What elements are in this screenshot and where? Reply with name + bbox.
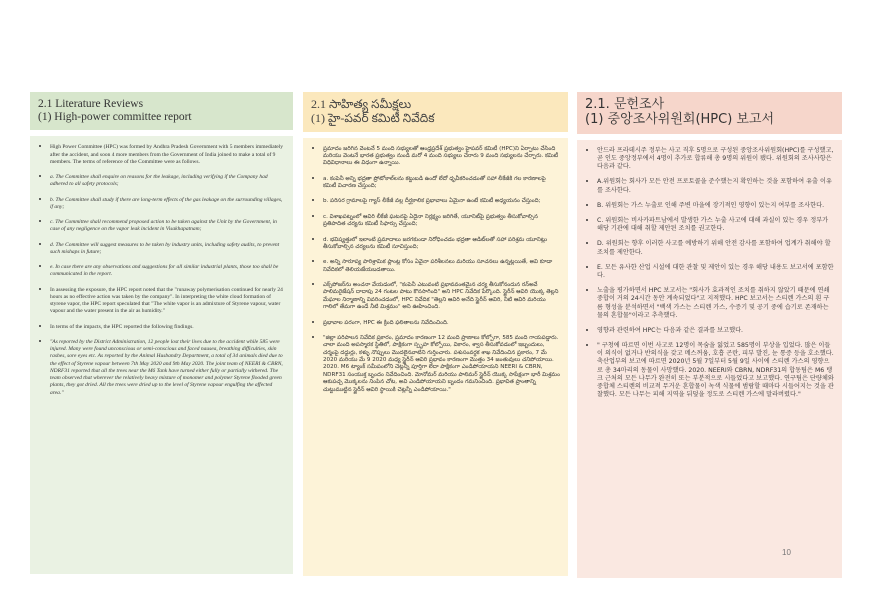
list-item: • b. The Committee shall study if there are long-term effects of the gas leakage on the surrounding villages, if any; bbox=[50, 195, 285, 212]
list-item: • E. 모든 유사한 산업 시설에 대한 관찰 및 제안이 있는 경우 해당 내용도 보고서에 포함한다. bbox=[597, 263, 834, 280]
english-body bbox=[30, 136, 293, 574]
list-item: • " 구청에 따르면 이번 사고로 12명이 목숨을 잃었고 585명이 부상을 입었다. 많은 이들이 의식이 없거나 반의식을 갖고 메스꺼움, 호흡 곤란, 피부 발진, 눈 통증 등을 호소했다. 축산업부의 보고에 따르면 2020년 5월 7일부터 5월 9일 사이에 스티렌 가스의 영향으로 총 34마리의 동물이 사망했다. 2020. NEERI와 CBRN, NDRF31의 합동팀은 M6 탱크 근처의 모든 나무가 완전히 또는 부분적으로 시들었다고 보고했다. 연구팀은 단량체와 중합체 스티렌의 비교적 무거운 혼합물이 녹색 식물에 범람할 때마다 시들어지는 것을 관찰했다. 모든 나무는 피해 지역을 뒤덮을 정도로 스티렌 가스에 말라버렸다." bbox=[597, 341, 834, 399]
list-item: • e. అన్ని సారూప్య పారిశ్రామిక ప్లాంట్ల కోసం ఏవైనా పరిశీలనలు మరియు సూచనలు ఉన్నట్లయితే, అవి కూడా నివేదికలో తెలియజేయబడతాయి. bbox=[323, 257, 560, 274]
list-item: • ప్రభావాల పరంగా, HPC ఈ క్రింది ఫలితాలను నివేదించింది. bbox=[323, 318, 560, 327]
korean-header bbox=[577, 92, 842, 134]
list-item: • ఎక్స్‌పోజర్‌ను అంచనా వేయడంలో, "కంపెనీ ఎటువంటి ప్రభావవంతమైన చర్య తీసుకోనందున రన్‌అవే పాలిమరైజేషన్ దాదాపు 24 గంటల పాటు కొనసాగింది" అని HPC నివేదిక పేర్కొంది. స్టైరీన్ ఆవిరి యొక్క తెల్లని మేఘాల నిర్మాణాన్ని వివరించడంలో, HPC నివేదిక "తెల్లని ఆవిరి అనేది స్టైరీన్ ఆవిరి, నీటి ఆవిరి మరియు గాలిలో తేమగా ఉండే నీటి మిశ్రమం" అని ఊహించింది. bbox=[323, 280, 560, 312]
list-item: • In terms of the impacts, the HPC reported the following findings. bbox=[50, 322, 285, 331]
english-list bbox=[38, 142, 285, 397]
telugu-body bbox=[303, 138, 568, 576]
list-item: • 노출을 평가하면서 HPC 보고서는 "회사가 효과적인 조치를 취하지 않았기 때문에 연쇄 중합이 거의 24시간 동안 계속되었다"고 지적했다. HPC 보고서는 스티렌 가스의 흰 구름 형성을 분석하면서 "백색 가스는 스티렌 가스, 수증기 및 공기 중에 습기로 존재하는 물의 혼합물"이라고 추측했다. bbox=[597, 286, 834, 320]
list-item: • 영향과 관련하여 HPC는 다음과 같은 결과를 보고했다. bbox=[597, 326, 834, 335]
telugu-section-title: 2.1 సాహిత్య సమీక్షలు bbox=[311, 97, 412, 111]
telugu-column bbox=[303, 92, 568, 576]
list-item: • A.위원회는 회사가 모든 안전 프로토콜을 준수했는지 확인하는 것을 포함하여 유출 이유를 조사한다. bbox=[597, 177, 834, 194]
list-item: • b. పరిసర గ్రామాలపై గ్యాస్ లీకేజీ వల్ల దీర్ఘకాలిక ప్రభావాలు ఏమైనా ఉంటే కమిటీ అధ్యయనం చేస్తుంది; bbox=[323, 196, 560, 205]
telugu-list bbox=[311, 144, 560, 394]
telugu-header bbox=[303, 92, 568, 132]
page-number: 10 bbox=[782, 548, 791, 557]
list-item: • d. భవిష్యత్తులో ఇలాంటి ప్రమాదాలు జరగకుండా నిరోధించడం భద్రతా ఆడిట్‌లతో సహా పరిశ్రమ యూనిట్లు తీసుకోవాల్సిన చర్యలను కమిటీ సూచిస్తుంది; bbox=[323, 235, 560, 252]
korean-body bbox=[577, 140, 842, 578]
english-section-title: 2.1 Literature Reviews bbox=[38, 98, 144, 110]
list-item: • B. 위원회는 가스 누출로 인해 주변 마을에 장기적인 영향이 있는지 여부를 조사한다. bbox=[597, 201, 834, 210]
list-item: • In assessing the exposure, the HPC report noted that the "runaway polymerisation continued for nearly 24 hours as no effective action was taken by the company". In interpreting the white cloud formation of styrene vapor, the HPC report speculated that "The white vapor is an admixture of Styrene vapour, water vapour and the water present in the air as humidity." bbox=[50, 285, 285, 316]
list-item: • "As reported by the District Administration, 12 people lost their lives due to the accident while 585 were injured. Many were found unconscious or semi-conscious and faced nausea, breathing difficulties, skin rashes, sore eyes etc. As reported by the Animal Husbandry Department, a total of 34 animals died due to the effect of Styrene vapour between 7th May 2020 and 9th May 2020. The joint team of NEERI & CBRN, NDRF31 reported that all the trees near the M6 Tank have turned either fully or partially withered. The team observed that wherever the relatively heavy mixture of monomer and polymer Styrene flooded green plants, they got dried. All the trees were dried up to the level of Styrene vapour engulfing the affected area." bbox=[50, 337, 285, 397]
list-item: • a. The Committee shall enquire on reasons for the leakage, including verifying if the Company had adhered to all safety protocols; bbox=[50, 172, 285, 189]
list-item: • High Power Committee (HPC) was formed by Andhra Pradesh Government with 5 members immediately after the accident, and soon 4 more members from the Government of India joined to make a total of 9 members. The terms of reference of the Committee were as follows. bbox=[50, 142, 285, 166]
list-item: • "జిల్లా పరిపాలన నివేదిక ప్రకారం, ప్రమాదం కారణంగా 12 మంది ప్రాణాలు కోల్పోగా, 585 మంది గాయపడ్డారు. చాలా మంది అపస్మారక స్థితిలో, పాక్షికంగా స్పృహ కోల్పోయి, వికారం, శ్వాస తీసుకోవడంలో ఇబ్బందులు, చర్మంపై దద్దుర్లు, కళ్ళు నొప్పులు మొదలైనవాటిని గుర్తించారు. పశుసంవర్ధక శాఖ నివేదించిన ప్రకారం, 7 మే 2020 మరియు మే 9 2020 మధ్య స్టైరీన్ ఆవిరి ప్రభావం కారణంగా మొత్తం 34 జంతువులు చనిపోయాయి. 2020. M6 ట్యాంక్ సమీపంలోని చెట్లన్నీ పూర్తిగా లేదా పాక్షికంగా ఎండిపోయాయని NEERI & CBRN, NDRF31 సంయుక్త బృందం నివేదించింది. మోనోమర్ మరియు పాలిమర్ స్టైరీన్ యొక్క సాపేక్షంగా భారీ మిశ్రమం ఆకుపచ్చ మొక్కలను నింపిన చోట, అవి ఎండిపోయాయని బృందం గమనించింది. ప్రభావిత ప్రాంతాన్ని చుట్టుముట్టిన స్టైరీన్ ఆవిరి స్థాయికి చెట్లన్నీ ఎండిపోయాయి." bbox=[323, 333, 560, 394]
korean-section-title: 2.1. 문헌조사 bbox=[585, 97, 665, 112]
list-item: • e. In case there are any observations and suggestions for all similar industrial plants, those too shall be communicated in the report. bbox=[50, 262, 285, 279]
korean-column bbox=[577, 92, 842, 578]
korean-subtitle: (1) 중앙조사위원회(HPC) 보고서 bbox=[585, 111, 775, 127]
list-item: • d. The Committee will suggest measures to be taken by industry units, including safety audits, to prevent such mishaps in future; bbox=[50, 240, 285, 257]
korean-list bbox=[585, 146, 834, 400]
english-column bbox=[30, 92, 293, 574]
list-item: • D. 위원회는 향후 이러한 사고를 예방하기 위해 안전 감사를 포함하여 업계가 취해야 할 조치를 제안한다. bbox=[597, 239, 834, 256]
telugu-subtitle: (1) హై-పవర్ కమిటీ నివేదిక bbox=[311, 110, 435, 125]
list-item: • c. The Committee shall recommend proposed action to be taken against the Unit by the Government, in case of any negligence on the vapor leak incident in Visakhapatnam; bbox=[50, 217, 285, 234]
english-header bbox=[30, 92, 293, 130]
list-item: • c. విశాఖపట్నంలో ఆవిరి లీకేజీ ఘటనపై ఏదైనా నిర్లక్ష్యం జరిగితే, యూనిట్‌పై ప్రభుత్వం తీసుకోవాల్సిన ప్రతిపాదిత చర్యను కమిటీ సిఫార్సు చేస్తుంది; bbox=[323, 212, 560, 229]
list-item: • a. కంపెనీ అన్ని భద్రతా ప్రోటోకాల్‌లను కట్టుబడి ఉందో లేదో ధృవీకరించడంతో సహా లీకేజీకి గల కారణాలపై కమిటీ విచారణ చేస్తుంది; bbox=[323, 174, 560, 191]
list-item: • ప్రమాదం జరిగిన వెంటనే 5 మంది సభ్యులతో ఆంధ్రప్రదేశ్ ప్రభుత్వం హైపవర్ కమిటీ (HPC)ని ఏర్పాటు చేసింది మరియు వెంటనే భారత ప్రభుత్వం నుండి మరో 4 మంది సభ్యులు చేరారు 9 మంది సభ్యులను చేర్చారు. కమిటీ విధివిధానాలు ఈ విధంగా ఉన్నాయి. bbox=[323, 144, 560, 168]
list-item: • C. 위원회는 비사카파트남에서 발생한 가스 누출 사고에 대해 과실이 있는 경우 정부가 해당 기관에 대해 취할 제안된 조치를 권고한다. bbox=[597, 216, 834, 233]
english-subtitle: (1) High-power committee report bbox=[38, 111, 192, 124]
list-item: • 안드라 프라데시주 정부는 사고 직후 5명으로 구성된 중앙조사위원회(HPC)를 구성했고, 곧 인도 중앙정부에서 4명이 추가로 합류해 총 9명의 위원이 됐다. 위원회의 조사사항은 다음과 같다. bbox=[597, 146, 834, 172]
